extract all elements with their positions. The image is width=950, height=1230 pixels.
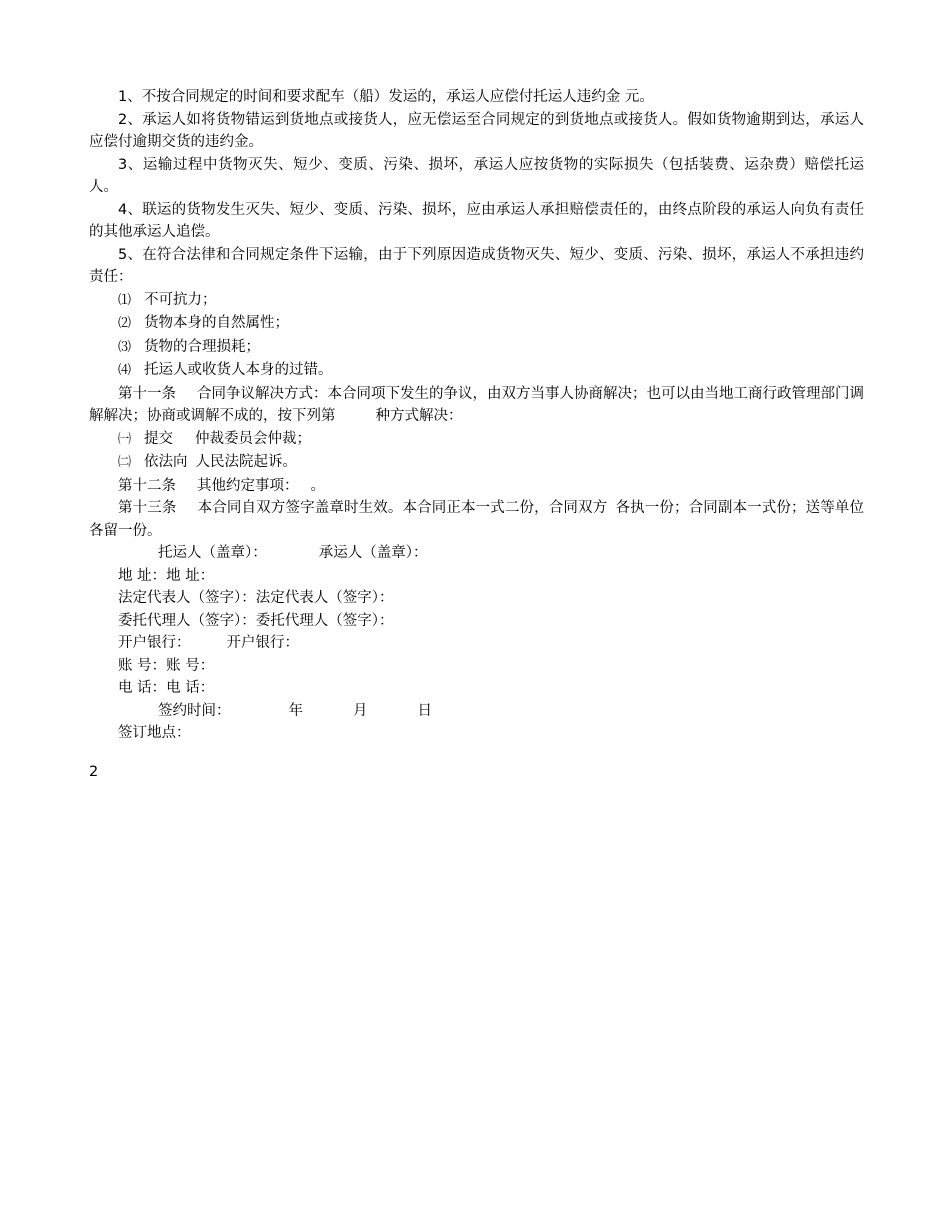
legal-rep-line: 法定代表人（签字）：法定代表人（签字）： — [118, 590, 394, 606]
article-12 — [89, 475, 864, 498]
article-12-title: 第十二条 — [118, 477, 176, 494]
article-11-title: 第十一条 — [118, 385, 176, 402]
resolution-item — [89, 451, 864, 475]
item-number: ㈡ — [118, 455, 132, 470]
resolution-item — [89, 428, 864, 452]
clause-1: 1、不按合同规定的时间和要求配车（船）发运的，承运人应偿付托运人违约金 元。 — [118, 89, 654, 105]
exemption-item — [89, 289, 864, 313]
clause-5: 5、在符合法律和合同规定条件下运输，由于下列原因造成货物灭失、短少、变质、污染、损坏，承运人不承担违约责任： — [89, 246, 864, 285]
bank-line — [89, 632, 864, 655]
article-13-text: 本合同自双方签字盖章时生效。本合同正本一式二份，合同双方 — [197, 500, 608, 516]
clause-4: 4、联运的货物发生灭失、短少、变质、污染、损坏，应由承运人承担赔偿责任的，由终点阶段的承运人向负有责任的其他承运人追偿。 — [89, 201, 864, 240]
item-number: ㈠ — [118, 431, 132, 447]
carrier-seal-label: 承运人（盖章）： — [318, 545, 428, 561]
exemption-item — [89, 336, 864, 360]
article-13-title: 第十三条 — [118, 500, 177, 516]
item-text-2: 仲裁委员会仲裁； — [195, 430, 311, 447]
bank-label-1: 开户银行： — [118, 635, 191, 651]
signature-block — [89, 542, 864, 745]
item-text: 依法向 — [144, 454, 188, 470]
article-13-text-3: 份；送等单位各留一份。 — [89, 500, 865, 539]
agent-line: 委托代理人（签字）：委托代理人（签字）： — [118, 612, 394, 629]
resolution-list — [89, 428, 864, 475]
item-text: 不可抗力； — [144, 291, 217, 308]
item-number: ⑷ — [118, 363, 132, 378]
item-number: ⑶ — [118, 339, 132, 355]
phone-line: 电 话：电 话： — [118, 680, 215, 696]
page-number: 2 — [89, 763, 99, 780]
exemption-item — [89, 312, 864, 336]
article-11-text: 合同争议解决方式：本合同项下发生的争议，由双方当事人协商解决；也可以由当地工商行政管理部门调解解决；协商或调解不成的，按下列第 — [89, 385, 864, 424]
bank-label-2: 开户银行： — [226, 635, 299, 651]
item-text: 货物本身的自然属性； — [144, 315, 289, 331]
month-label: 月 — [353, 702, 368, 719]
year-label: 年 — [288, 702, 303, 719]
contract-body — [89, 86, 864, 783]
sign-place-line: 签订地点： — [118, 725, 191, 741]
article-11 — [89, 383, 864, 428]
item-text: 货物的合理损耗； — [144, 338, 260, 355]
shipper-seal-label: 托运人（盖章）： — [158, 545, 267, 561]
account-line: 账 号：账 号： — [118, 657, 215, 674]
item-text-2: 人民法院起诉。 — [195, 454, 297, 470]
article-11-suffix: 种方式解决： — [375, 408, 463, 424]
sign-time-label: 签约时间： — [158, 702, 231, 719]
clause-3: 3、运输过程中货物灭失、短少、变质、污染、损坏，承运人应按货物的实际损失（包括装费、运杂费）赔偿托运人。 — [89, 156, 864, 195]
exemption-item — [89, 359, 864, 383]
item-number: ⑴ — [118, 292, 132, 308]
exemption-list — [89, 289, 864, 383]
item-text: 托运人或收货人本身的过错。 — [144, 362, 333, 378]
clause-2: 2、承运人如将货物错运到货地点或接货人，应无偿运至合同规定的到货地点或接货人。假如货物逾期到达，承运人应偿付逾期交货的违约金。 — [89, 111, 864, 150]
day-label: 日 — [417, 702, 432, 719]
article-13-text-2: 各执一份；合同副本一式 — [615, 500, 777, 516]
item-number: ⑵ — [118, 316, 132, 331]
article-13 — [89, 497, 864, 542]
item-text: 提交 — [144, 430, 173, 447]
party-seal-line — [89, 542, 864, 565]
article-12-text: 其他约定事项： — [197, 477, 299, 494]
sign-time-line — [89, 700, 864, 723]
address-line: 地 址：地 址： — [118, 567, 215, 584]
article-12-end: 。 — [310, 477, 325, 494]
